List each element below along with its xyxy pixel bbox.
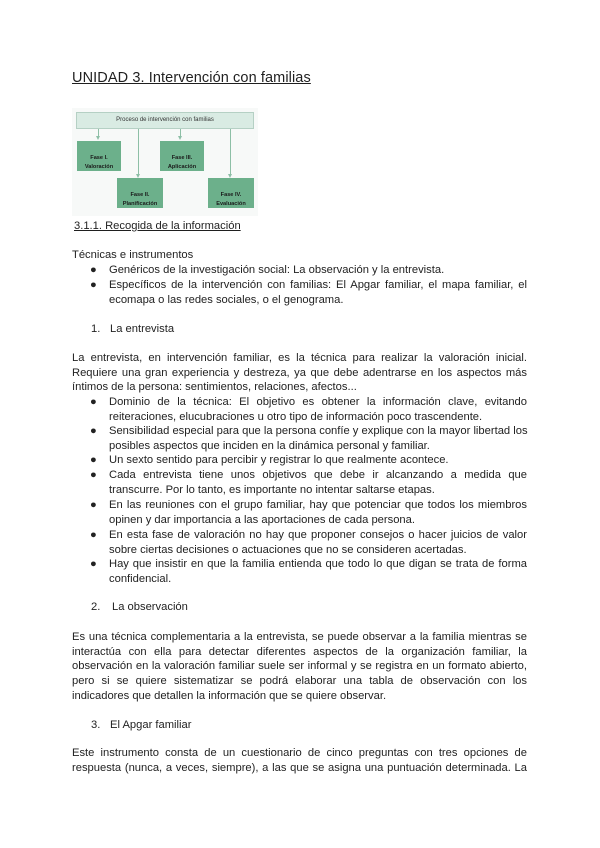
arrow-down-icon [178, 136, 182, 140]
bullet-icon: ● [90, 264, 97, 276]
bullet-icon: ● [90, 558, 97, 570]
process-diagram [72, 108, 258, 216]
paragraph-entrevista: La entrevista, en intervención familiar, es la técnica para realizar la valoración inicial. Requiere una gran experiencia y destreza, ya que debe adentrarse en los aspectos más íntimos de la persona: sentimientos, relaciones, afectos... [72, 352, 527, 394]
bullet-icon: ● [90, 499, 97, 511]
tecnicas-heading: Técnicas e instrumentos [72, 249, 194, 261]
diagram-box-fase-2: Fase II. Planificación [117, 178, 163, 208]
page-title: UNIDAD 3. Intervención con familias [72, 70, 311, 86]
bullet-icon: ● [90, 279, 97, 291]
diagram-box-fase-3: Fase III. Aplicación [160, 141, 204, 171]
section-heading: 3.1.1. Recogida de la información [74, 220, 241, 232]
bullet-icon: ● [90, 454, 97, 466]
bullet-icon: ● [90, 469, 97, 481]
bullet-icon: ● [90, 425, 97, 437]
diagram-box-fase-4: Fase IV. Evaluación [208, 178, 254, 208]
connector [138, 129, 139, 175]
paragraph-apgar: Este instrumento consta de un cuestionario de cinco preguntas con tres opciones de respuesta (nunca, a veces, siempre), a las que se asigna una puntuación determinada. La [72, 747, 527, 774]
arrow-down-icon [96, 136, 100, 140]
bullet-icon: ● [90, 396, 97, 408]
diagram-box-fase-1: Fase I. Valoración [77, 141, 121, 171]
document-page: UNIDAD 3. Intervención con familias Proceso de intervención con familias Fase I. Valoración Fase III. Aplicación Fase II. Planificación Fase IV. Evaluación 3.1.1. Recogida de la información Técnicas e instrumentos ● Genéricos de la investigación social: La observación y la entrevista. ● Específicos de la intervención con familias: El Apgar familiar, el mapa familiar, el ecomapa o las redes sociales, o el genograma. 1. La entrevista La entrevista, en intervención familiar, es la técnica para realizar la valoración inicial. Requiere una gran experiencia y destreza, ya que debe adentrarse en los aspectos más íntimos de la persona: sentimientos, relaciones, afectos... ● Dominio de la técnica: El objetivo es obtener la información clave, evitando reiteraciones, elucubraciones u otro tipo de información poco trascendente. ● Sensibilidad especial para que la persona confíe y explique con la mayor libertad los posibles aspectos que inciden en la dinámica personal y familiar. ● Un sexto sentido para percibir y registrar lo que realmente acontece. ● Cada entrevista tiene unos objetivos que debe ir alcanzando a medida que transcurre. Por lo tanto, es importante no intentar saltarse etapas. ● En las reuniones con el grupo familiar, hay que potenciar que todos los miembros opinen y dar importancia a las aportaciones de cada persona. ● En esta fase de valoración no hay que proponer consejos o hacer juicios de valor sobre ciertas decisiones o actuaciones que no se consideren acertadas. ● Hay que insistir en que la familia entienda que todo lo que digan se trata de forma confidencial. 2. La observación Es una técnica complementaria a la entrevista, se puede observar a la familia mientras se interactúa con ella para detectar diferentes aspectos de la organización familiar, la observación en la valoración familiar suele ser informal y se registra en un formato abierto, pero si se quiere sistematizar se podrá elaborar una tabla de observación con los indicadores que detallen la información que se quiere observar. 3. El Apgar familiar Este instrumento consta de un cuestionario de cinco preguntas con tres opciones de respuesta (nunca, a veces, siempre), a las que se asigna una puntuación determinada. La [72, 70, 528, 774]
bullet-icon: ● [90, 529, 97, 541]
connector [230, 129, 231, 175]
diagram-header: Proceso de intervención con familias [76, 112, 254, 129]
paragraph-observacion: Es una técnica complementaria a la entrevista, se puede observar a la familia mientras se interactúa con ella para detectar diferentes aspectos de la organización familiar, la observación en la valoración familiar suele ser informal y se registra en un formato abierto, pero si se quiere sistematizar se podrá elaborar una tabla de observación con los indicadores que detallen la información que se quiere observar. [72, 631, 527, 702]
